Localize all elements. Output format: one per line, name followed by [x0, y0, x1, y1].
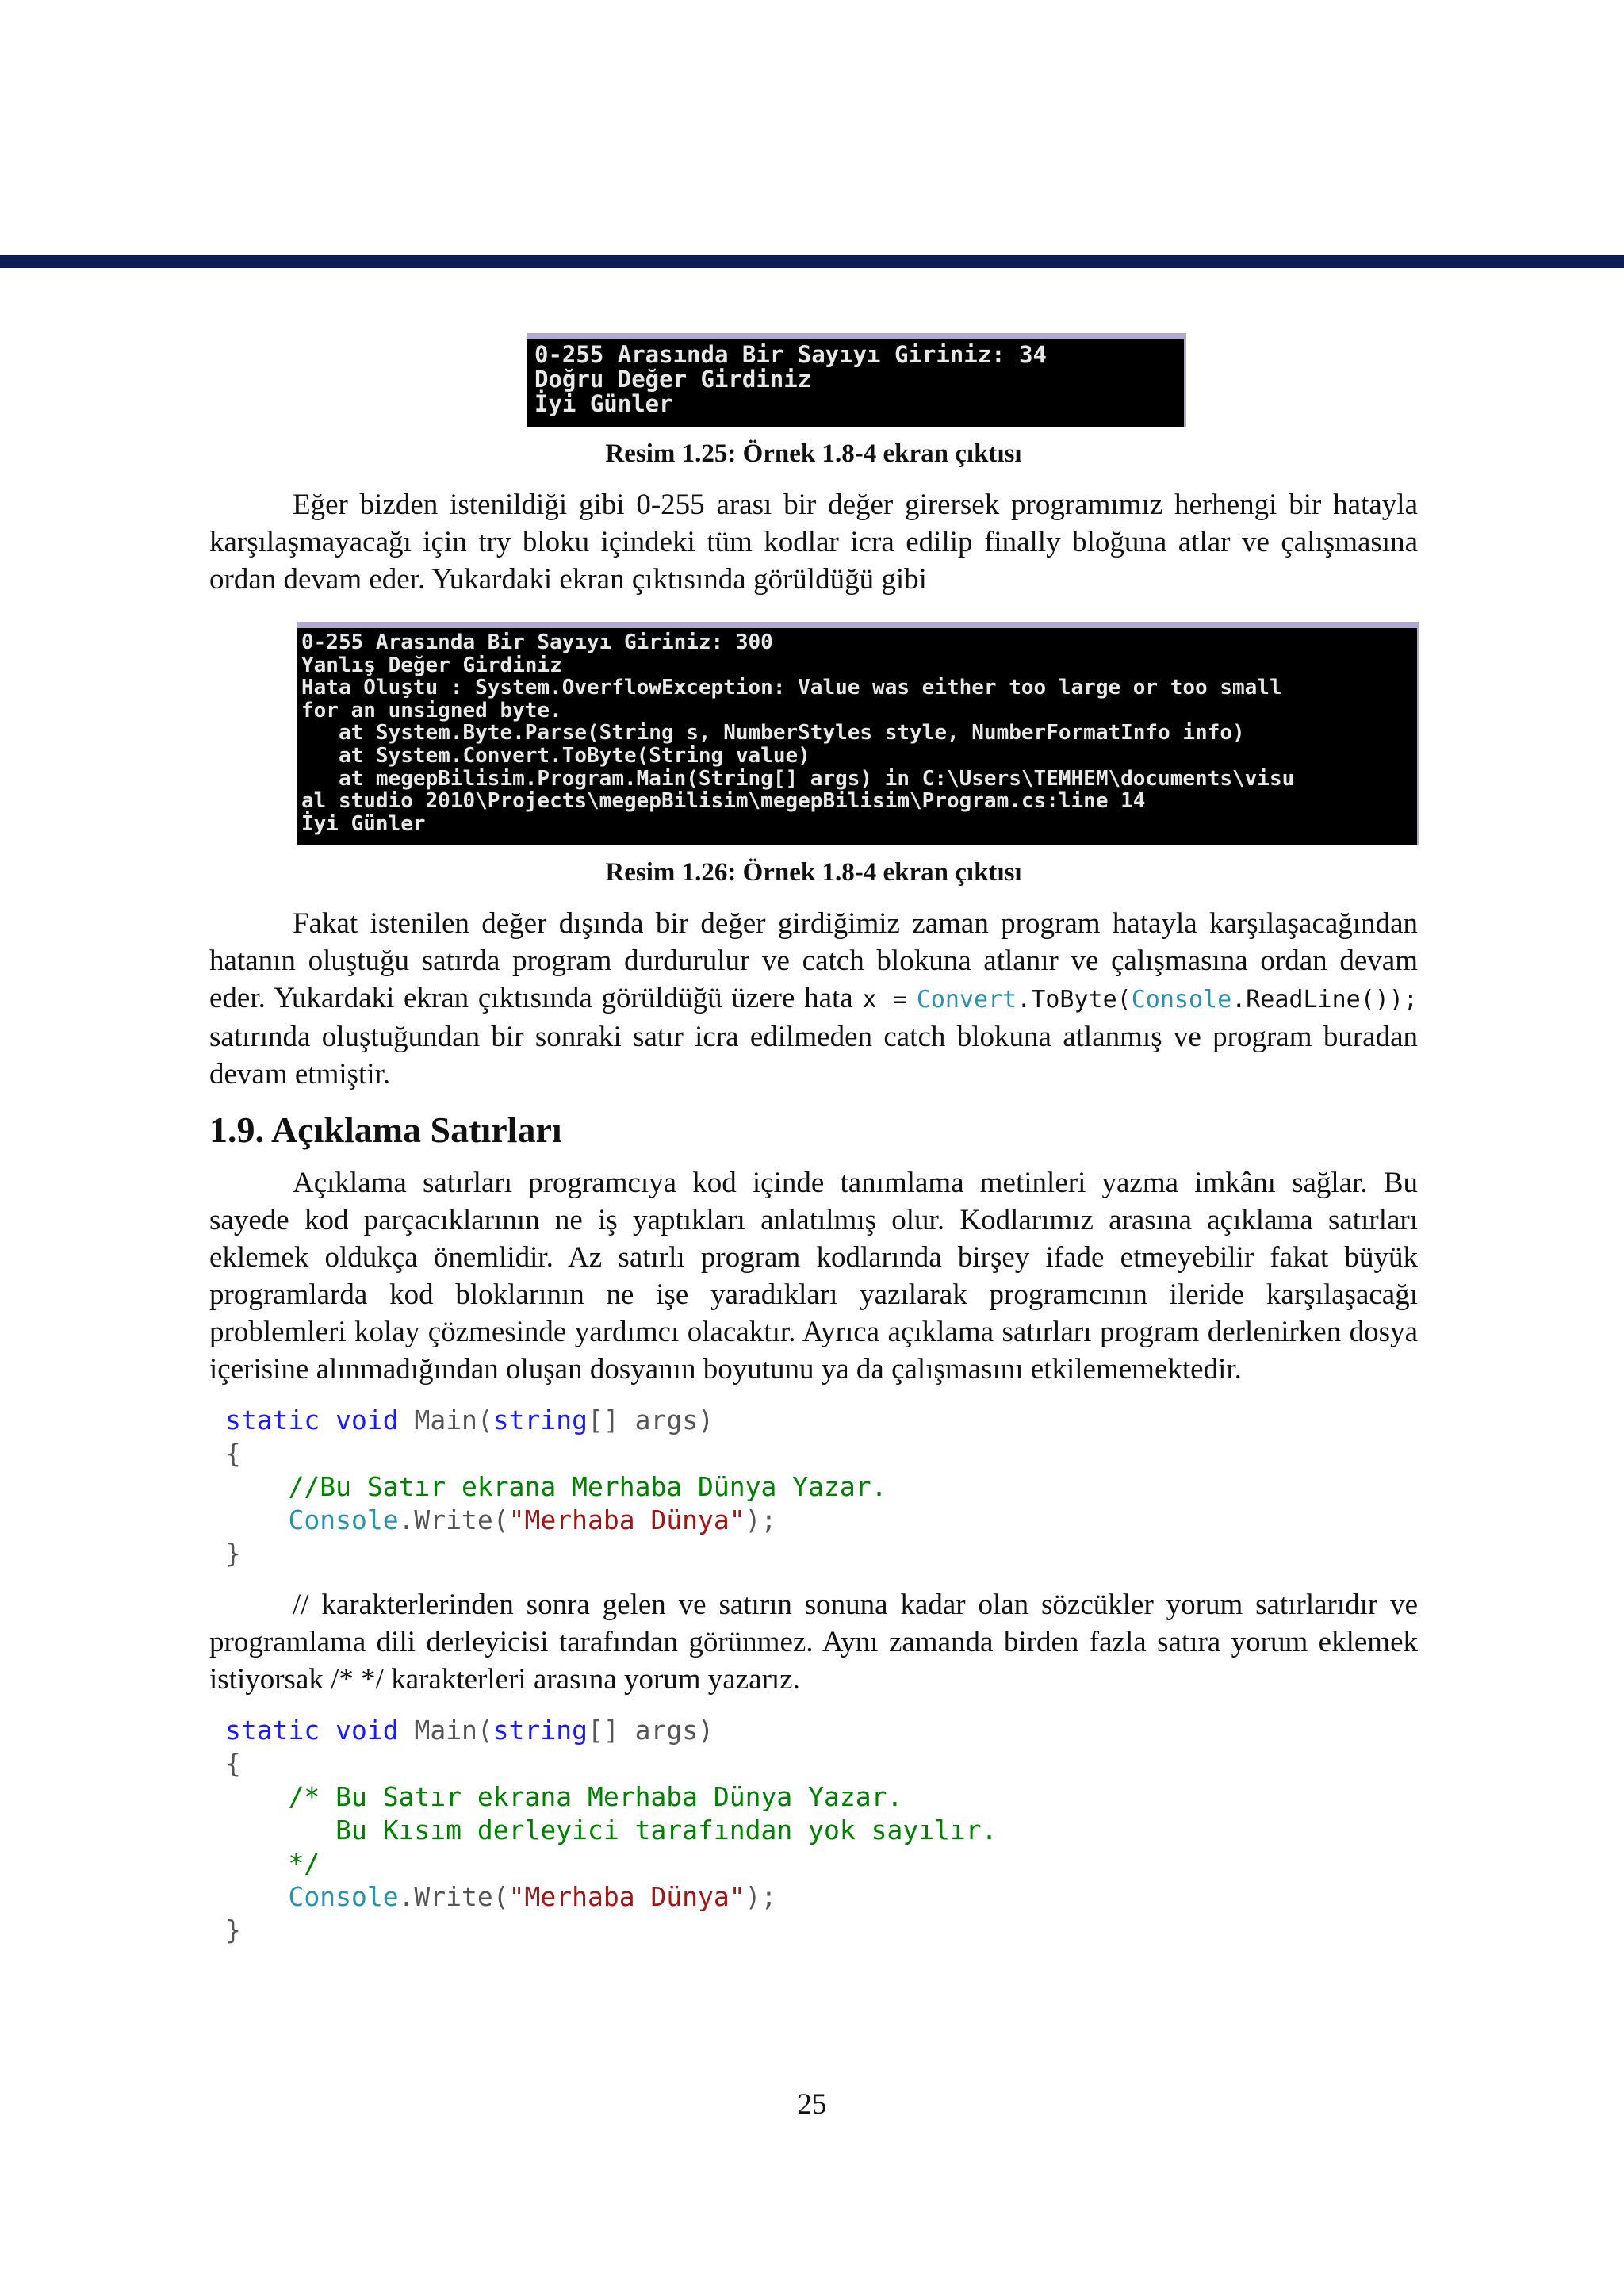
console-line: 0-255 Arasında Bir Sayıyı Giriniz: 300: [301, 630, 773, 654]
code-line: [225, 1504, 1418, 1537]
code-line: }: [225, 1914, 241, 1945]
inline-code-x: x =: [862, 986, 908, 1014]
header-rule: [0, 255, 1624, 268]
page-content: [209, 333, 1418, 1963]
console-line: at megepBilisim.Program.Main(String[] args) in C:\Users\TEMHEM\documents\visu: [301, 766, 1295, 791]
console-line: at System.Convert.ToByte(String value): [301, 743, 810, 768]
figure-caption-2: Resim 1.26: Örnek 1.8-4 ekran çıktısı: [605, 858, 1022, 887]
code-text: .Write(: [398, 1881, 509, 1912]
code-line: }: [225, 1538, 241, 1569]
code-comment: */: [288, 1848, 320, 1879]
code-text: );: [745, 1881, 777, 1912]
console-line: Yanlış Değer Girdiniz: [301, 653, 562, 677]
code-keyword: static: [225, 1715, 320, 1746]
code-block-2: [225, 1714, 1418, 1947]
paragraph-4: // karakterlerinden sonra gelen ve satırın sonuna kadar olan sözcükler yorum satırlarıdır ve programlama dili derleyicisi tarafından görünmez. Aynı zamanda birden fazla satıra yorum eklemek istiyorsak /* */ karakterleri arasına yorum yazarız.: [209, 1589, 1418, 1696]
console-output-2: [297, 622, 1419, 845]
section-heading: 1.9. Açıklama Satırları: [209, 1110, 562, 1150]
code-keyword: string: [492, 1405, 588, 1435]
code-comment: //Bu Satır ekrana Merhaba Dünya Yazar.: [288, 1471, 887, 1502]
console-output-1: [527, 333, 1186, 427]
code-text: [] args): [588, 1405, 714, 1435]
code-keyword: static: [225, 1405, 320, 1435]
code-text: Main(: [414, 1715, 493, 1746]
code-comment: Bu Kısım derleyici tarafından yok sayılır.: [288, 1815, 998, 1845]
code-text: Main(: [414, 1405, 493, 1435]
console-line: Hata Oluştu : System.OverflowException: Value was either too large or too small: [301, 676, 1282, 700]
console-line: at System.Byte.Parse(String s, NumberStyles style, NumberFormatInfo info): [301, 721, 1245, 745]
inline-code-tobyte: .ToByte(: [1017, 986, 1132, 1014]
console-line: İyi Günler: [534, 390, 673, 417]
code-keyword: string: [492, 1715, 588, 1746]
console-line: Doğru Değer Girdiniz: [534, 366, 812, 393]
code-line: [225, 1404, 1418, 1437]
code-block-1: [225, 1404, 1418, 1570]
paragraph-2-text-end: satırında oluştuğundan bir sonraki satır icra edilmeden catch blokuna atlanmış ve program buradan devam etmiştir.: [209, 1021, 1418, 1090]
inline-code-console: Console: [1131, 986, 1232, 1014]
code-line: [225, 1847, 1418, 1880]
page-number: 25: [797, 2088, 827, 2121]
code-text: .Write(: [398, 1504, 509, 1535]
console-line: 0-255 Arasında Bir Sayıyı Giriniz: 34: [534, 341, 1048, 368]
code-string: "Merhaba Dünya": [508, 1504, 745, 1535]
code-keyword: void: [335, 1715, 399, 1746]
paragraph-3: Açıklama satırları programcıya kod içinde tanımlama metinleri yazma imkânı sağlar. Bu sayede kod parçacıklarının ne iş yaptıkları anlatılmış olur. Kodlarımız arasına açıklama satırları eklemek oldukça önemlidir. Az satırlı program kodlarında birşey ifade etmeyebilir fakat büyük programlarda kod bloklarının ne işe yaradıkları yazılarak programcının ileride karşılaşacağı problemleri kolay çözmesinde yardımcı olacaktır. Ayrıca açıklama satırları program derlenirken dosya içerisine alınmadığından oluşan dosyanın boyutunu ya da çalışmasını etkilememektedir.: [209, 1167, 1418, 1386]
code-line: {: [225, 1438, 241, 1469]
paragraph-1: Eğer bizden istenildiği gibi 0-255 arası bir değer girersek programımız herhengi bir hatayla karşılaşmayacağı için try bloku içindeki tüm kodlar icra edilip finally bloğuna atlar ve çalışmasına ordan devam eder. Yukardaki ekran çıktısında görüldüğü gibi: [209, 489, 1418, 596]
code-string: "Merhaba Dünya": [508, 1881, 745, 1912]
console-line: İyi Günler: [301, 811, 426, 836]
code-line: {: [225, 1748, 241, 1779]
code-line: [225, 1880, 1418, 1914]
code-line: [225, 1714, 1418, 1747]
paragraph-2: [209, 905, 1418, 1093]
console-line: for an unsigned byte.: [301, 698, 562, 722]
code-line: [225, 1780, 1418, 1814]
code-class: Console: [288, 1881, 399, 1912]
code-text: [] args): [588, 1715, 714, 1746]
inline-code-convert: Convert: [916, 986, 1017, 1014]
code-text: );: [745, 1504, 777, 1535]
inline-code-readline: .ReadLine());: [1231, 986, 1418, 1014]
code-comment: /* Bu Satır ekrana Merhaba Dünya Yazar.: [288, 1781, 903, 1812]
code-line: [225, 1814, 1418, 1847]
code-class: Console: [288, 1504, 399, 1535]
code-line: [225, 1470, 1418, 1504]
code-keyword: void: [335, 1405, 399, 1435]
figure-caption-1: Resim 1.25: Örnek 1.8-4 ekran çıktısı: [605, 439, 1022, 468]
paragraph-2-text: Fakat istenilen değer dışında bir değer girdiğimiz zaman program hatayla karşılaşacağından hatanın oluştuğu satırda program durdurulur ve catch blokuna atlanır ve çalışmasına ordan devam eder. Yukardaki ekran çıktısında görüldüğü üzere hata: [209, 907, 1418, 1014]
console-line: al studio 2010\Projects\megepBilisim\megepBilisim\Program.cs:line 14: [301, 789, 1146, 814]
